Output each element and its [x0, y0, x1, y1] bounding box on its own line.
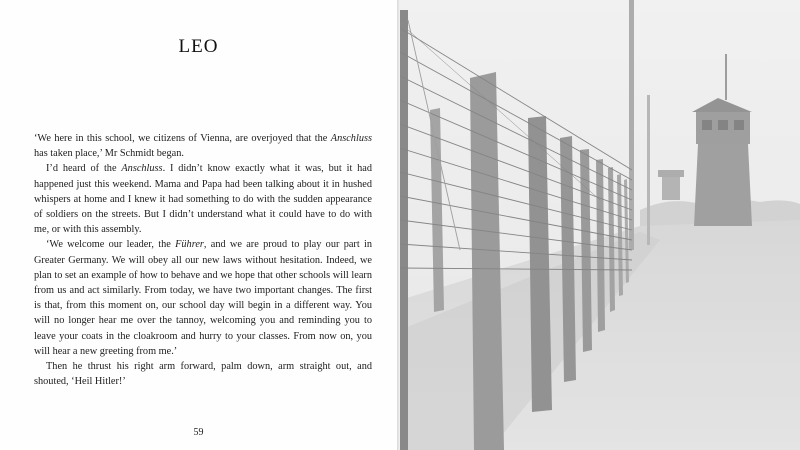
- paragraph: [34, 359, 372, 389]
- text-run: I’d heard of the: [46, 163, 122, 175]
- text-run: ‘We welcome our leader, the: [46, 239, 176, 251]
- italic-term: Anschluss: [330, 133, 372, 144]
- text-run: has taken place,’ Mr Schmidt began.: [34, 148, 184, 160]
- paragraph: [34, 237, 372, 359]
- chapter-title: LEO: [178, 36, 219, 57]
- italic-term: Anschluss: [121, 163, 163, 175]
- photo-overlay: [400, 0, 800, 450]
- right-page-photo: [400, 0, 800, 450]
- text-run: . I didn’t know exactly what it was, but it had happened just this weekend. Mama and Papa had been talking about it in hushed whispers at home and I knew it had something to do with the sudden appearance of soldiers on the streets. But I didn’t understand what it could have to do with me, or with this assembly.: [34, 163, 373, 236]
- text-run: ‘We here in this school, we citizens of Vienna, are overjoyed that the: [34, 133, 331, 144]
- text-run: Then he thrust his right arm forward, palm down, arm straight out, and shouted, ‘Heil Hitler!’: [34, 361, 372, 388]
- paragraph: [34, 131, 372, 161]
- fence-photo: [400, 0, 800, 450]
- text-run: , and we are proud to play our part in Greater Germany. We will obey all our new laws without hesitation. Indeed, we plan to set an example of how to behave and we hope that other schools will learn from us and act similarly. From today, we have two important changes. The first is that, from this moment on, our school day will begin in a different way. You will no longer hear me over the tannoy, welcoming you and reminding you to leave your coats in the cloakroom and hurry to your classes. From now on, you will hear a new greeting from me.’: [34, 239, 372, 357]
- page-number: 59: [193, 427, 204, 438]
- chapter-body-text: [34, 131, 372, 389]
- left-page: [0, 0, 397, 450]
- paragraph: [34, 161, 372, 237]
- italic-term: Führer: [175, 239, 204, 251]
